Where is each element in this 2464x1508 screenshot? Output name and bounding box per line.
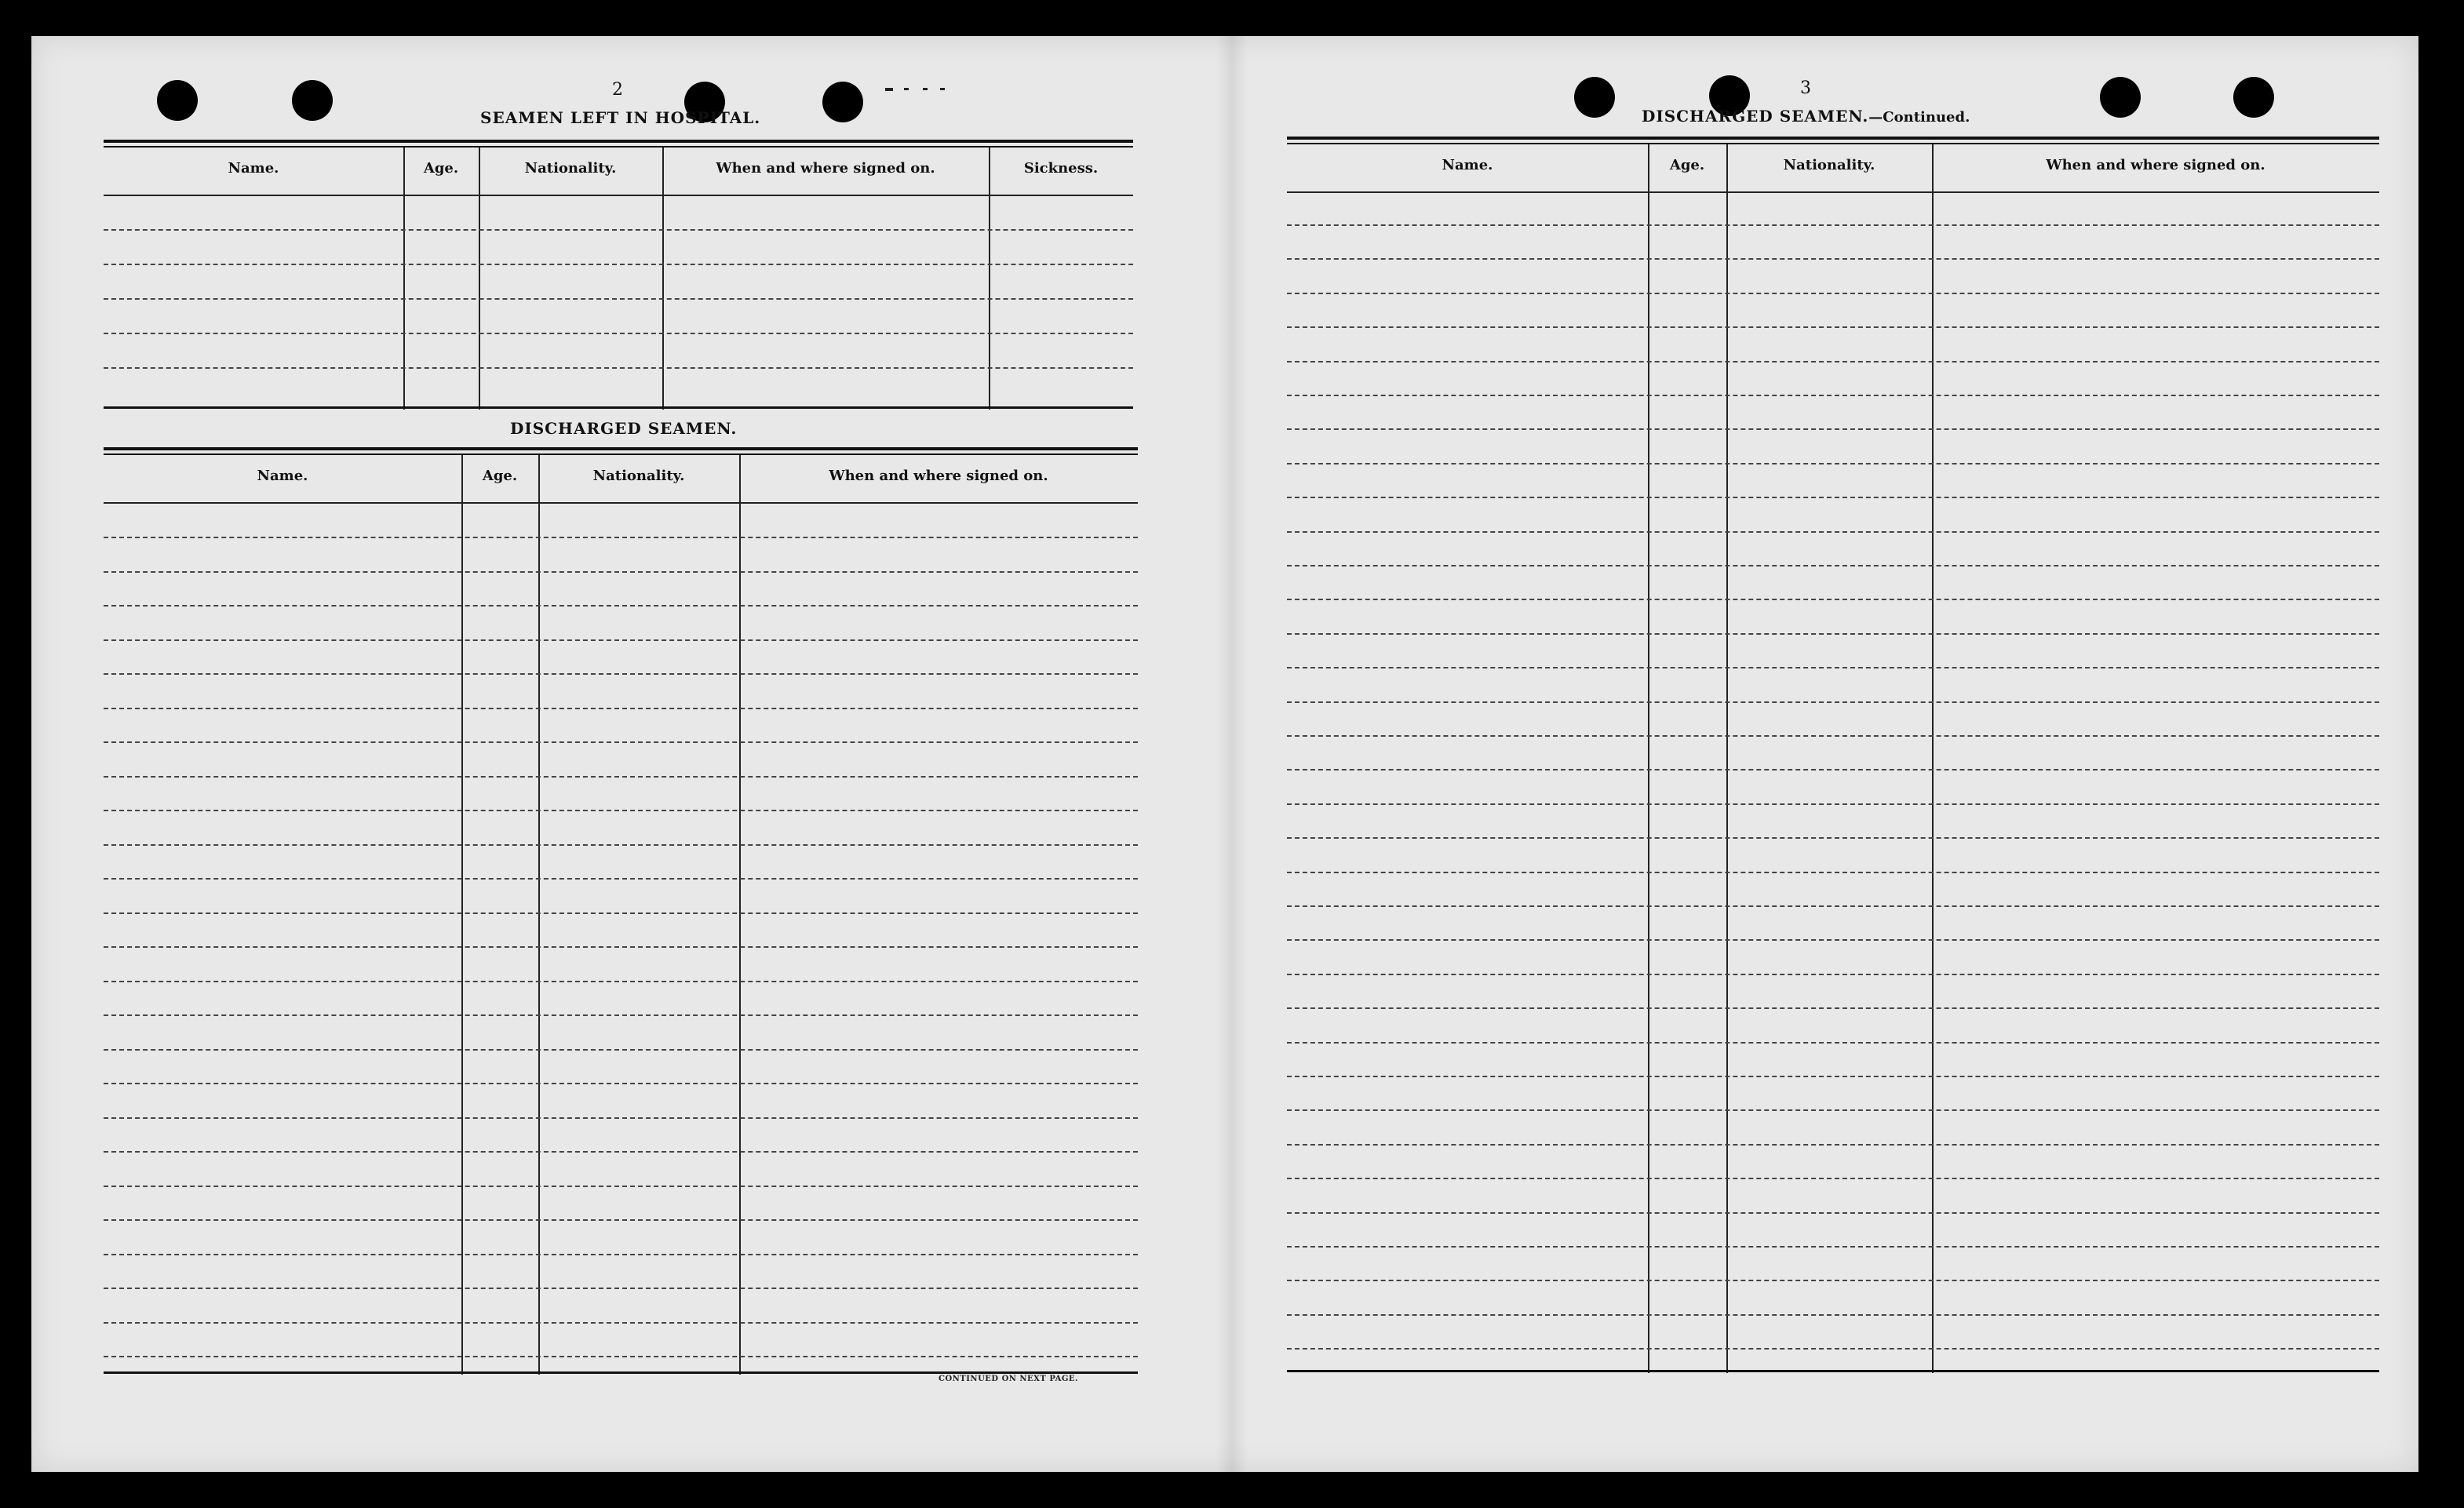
discharged-table-left (104, 447, 1138, 1375)
table-row (104, 673, 1138, 675)
table-row (1287, 599, 2379, 600)
table-row (1287, 837, 2379, 839)
stray-mark (904, 88, 909, 90)
punch-hole (1574, 77, 1615, 118)
col-header-nationality: Nationality. (1783, 157, 1875, 173)
table-row (1287, 974, 2379, 975)
table-row (104, 1356, 1138, 1357)
column-divider (739, 455, 741, 1375)
punch-hole (822, 82, 863, 122)
table-bottom-rule (104, 1371, 1138, 1374)
column-divider (538, 455, 540, 1375)
table-row (104, 639, 1138, 641)
table-row (1287, 667, 2379, 668)
table-row (104, 1014, 1138, 1016)
table-row (104, 537, 1138, 538)
column-divider (1726, 144, 1728, 1373)
col-header-age: Age. (482, 468, 518, 484)
col-header-age: Age. (423, 160, 459, 177)
table-row (104, 571, 1138, 573)
column-divider (403, 148, 405, 410)
table-row (104, 1117, 1138, 1119)
table-row (1287, 224, 2379, 226)
col-header-when-where: When and where signed on. (716, 160, 935, 177)
document-sheet (31, 36, 2418, 1472)
table-row (1287, 939, 2379, 941)
table-row (1287, 1280, 2379, 1281)
table-row (1287, 1076, 2379, 1077)
table-row (1287, 1007, 2379, 1009)
page-fold (1216, 36, 1248, 1472)
table-row (1287, 395, 2379, 396)
table-row (1287, 258, 2379, 260)
table-row (1287, 633, 2379, 635)
col-header-name: Name. (1442, 157, 1493, 173)
hospital-table (104, 140, 1133, 410)
page-number-left: 2 (612, 80, 623, 100)
table-row (104, 912, 1138, 914)
table-row (104, 605, 1138, 606)
table-row (104, 1186, 1138, 1187)
discharged-table-right (1287, 137, 2379, 1373)
table-row (1287, 735, 2379, 737)
table-row (1287, 803, 2379, 805)
table-row (104, 1151, 1138, 1153)
table-bottom-rule (104, 406, 1133, 409)
table-row (1287, 293, 2379, 294)
table-row (1287, 428, 2379, 430)
section-title-hospital: SEAMEN LEFT IN HOSPITAL. (480, 108, 761, 127)
table-row (104, 810, 1138, 811)
table-row (1287, 565, 2379, 566)
table-row (104, 333, 1133, 334)
table-row (104, 1288, 1138, 1289)
table-row (104, 229, 1133, 231)
header-rule (104, 195, 1133, 196)
col-header-sickness: Sickness. (1023, 160, 1099, 177)
column-divider (461, 455, 463, 1375)
table-row (1287, 1144, 2379, 1146)
col-header-nationality: Nationality. (592, 468, 685, 484)
column-divider (662, 148, 664, 410)
table-row (104, 776, 1138, 778)
table-row (104, 708, 1138, 709)
table-bottom-rule (1287, 1370, 2379, 1372)
table-row (1287, 872, 2379, 873)
table-row (1287, 701, 2379, 703)
col-header-when-where: When and where signed on. (2046, 157, 2265, 173)
header-rule (1287, 191, 2379, 193)
column-divider (989, 148, 990, 410)
table-row (104, 946, 1138, 948)
section-title-text: DISCHARGED SEAMEN. (1642, 107, 1869, 126)
page-number-right: 3 (1800, 78, 1811, 98)
punch-hole (292, 80, 333, 121)
table-row (1287, 1212, 2379, 1214)
table-row (1287, 326, 2379, 328)
table-row (1287, 531, 2379, 533)
punch-hole (157, 80, 198, 121)
table-row (104, 367, 1133, 369)
col-header-age: Age. (1669, 157, 1705, 173)
table-row (1287, 769, 2379, 770)
table-row (1287, 1246, 2379, 1248)
table-row (104, 1219, 1138, 1221)
stray-mark (885, 88, 893, 91)
table-row (104, 1083, 1138, 1084)
table-row (1287, 497, 2379, 498)
table-row (104, 878, 1138, 880)
col-header-nationality: Nationality. (524, 160, 617, 177)
section-title-discharged-left: DISCHARGED SEAMEN. (510, 419, 738, 438)
continued-note: CONTINUED ON NEXT PAGE. (939, 1375, 1079, 1383)
table-row (104, 298, 1133, 300)
column-divider (479, 148, 480, 410)
column-divider (1648, 144, 1649, 1373)
table-row (1287, 905, 2379, 907)
stray-mark (940, 88, 945, 90)
table-row (1287, 1042, 2379, 1044)
col-header-name: Name. (228, 160, 279, 177)
punch-hole (2233, 77, 2274, 118)
table-row (1287, 1314, 2379, 1316)
stray-mark (923, 88, 928, 90)
section-title-continued: —Continued. (1868, 109, 1970, 126)
table-row (104, 844, 1138, 846)
table-row (1287, 463, 2379, 464)
table-row (104, 741, 1138, 743)
section-title-discharged-right (1642, 107, 1970, 126)
table-row (104, 264, 1133, 265)
col-header-name: Name. (257, 468, 308, 484)
punch-hole (2100, 77, 2141, 118)
table-row (1287, 1178, 2379, 1179)
table-row (1287, 1109, 2379, 1111)
table-row (104, 981, 1138, 982)
table-row (104, 1049, 1138, 1051)
table-row (104, 1254, 1138, 1255)
table-row (104, 1322, 1138, 1324)
col-header-when-where: When and where signed on. (829, 468, 1048, 484)
table-row (1287, 361, 2379, 362)
column-divider (1932, 144, 1934, 1373)
header-rule (104, 502, 1138, 504)
table-row (1287, 1348, 2379, 1350)
